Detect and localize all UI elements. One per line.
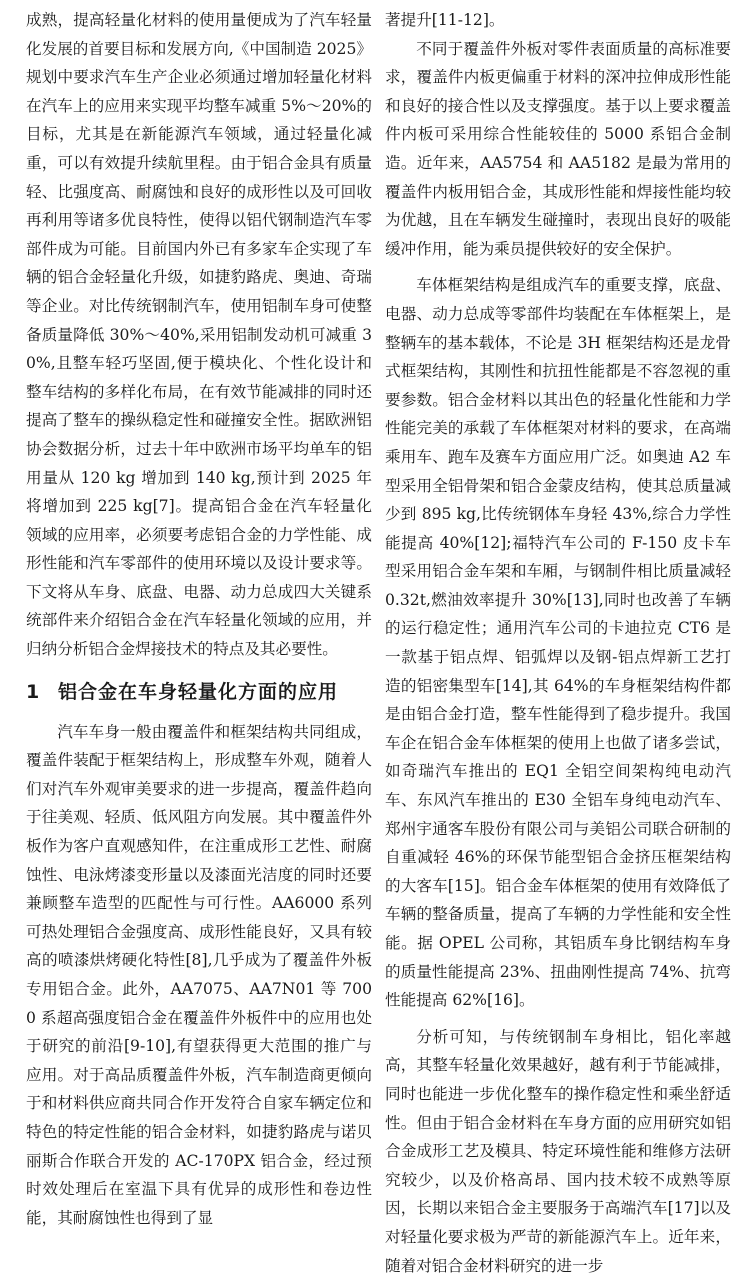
body-paragraph: 不同于覆盖件外板对零件表面质量的高标准要求，覆盖件内板更偏重于材料的深冲拉伸成形性能和良好的接合性以及支撑强度。基于以上要求覆盖件内板可采用综合性能较佳的 5000 系铝合金制造。近年来，AA5754 和 AA5182 是最为常用的覆盖件内板用铝合金，其成形性能和焊接性能均较为优越，且在车辆发生碰撞时，表现出良好的吸能缓冲作用，能为乘员提供较好的安全保护。 [385, 39, 731, 258]
body-paragraph: 车体框架结构是组成汽车的重要支撑，底盘、电器、动力总成等零部件均装配在车体框架上，是整辆车的基本载体，不论是 3H 框架结构还是龙骨式框架结构，其刚性和抗扭性能都是不容忽视的重要参数。铝合金材料以其出色的轻量化性能和力学性能完美的承载了车体框架对材料的要求，在高端乘用车、跑车及赛车方面应用广泛。如奥迪 A2 车型采用全铝骨架和铝合金蒙皮结构，使其总质量减少到 895 kg,比传统钢体车身轻 43%,综合力学性能提高 40%[12];福特汽车公司的 F-150 皮卡车型采用铝合金车架和车厢，与钢制件相比质量减轻 0.32t,燃油效率提升 30%[13],同时也改善了车辆的运行稳定性；通用汽车公司的卡迪拉克 CT6 是一款基于铝点焊、铝弧焊以及钢-铝点焊新工艺打造的铝密集型车[14],其 64%的车身框架结构件都是由铝合金打造，整车性能得到了稳步提升。我国车企在铝合金车体框架的使用上也做了诸多尝试，如奇瑞汽车推出的 EQ1 全铝空间架构纯电动汽车、东风汽车推出的 E30 全铝车身纯电动汽车、郑州宇通客车股份有限公司与美铝公司联合研制的自重减轻 46%的环保节能型铝合金挤压框架结构的大客车[15]。铝合金车体框架的使用有效降低了车辆的整备质量，提高了车辆的力学性能和安全性能。据 OPEL 公司称，其铝质车身比钢结构车身的质量性能提高 23%、扭曲刚性提高 74%、抗弯性能提高 62%[16]。 [385, 276, 731, 1010]
section-heading [26, 678, 372, 706]
right-column [385, 6, 731, 1280]
body-paragraph: 汽车车身一般由覆盖件和框架结构共同组成，覆盖件装配于框架结构上，形成整车外观，随着人们对汽车外观审美要求的进一步提高，覆盖件趋向于往美观、轻质、低风阻方向发展。其中覆盖件外板作为客户直观感知件，在注重成形工艺性、耐腐蚀性、电泳烤漆变形量以及漆面光洁度的同时还要兼顾整车造型的匹配性与可行性。AA6000 系列可热处理铝合金强度高、成形性能良好，又具有较高的喷漆烘烤硬化特性[8],几乎成为了覆盖件外板专用铝合金。此外，AA7075、AA7N01 等 7000 系超高强度铝合金在覆盖件外板件中的应用也处于研究的前沿[9-10],有望获得更大范围的推广与应用。对于高品质覆盖件外板，汽车制造商更倾向于和材料供应商共同合作开发符合自家车辆定位和特色的特定性能的铝合金材料，如捷豹路虎与诺贝丽斯合作联合开发的 AC-170PX 铝合金，经过预时效处理后在室温下具有优异的成形性和卷边性能，其耐腐蚀性也得到了显 [26, 722, 372, 1227]
left-column [26, 6, 372, 1232]
body-paragraph: 成熟，提高轻量化材料的使用量便成为了汽车轻量化发展的首要目标和发展方向,《中国制造 2025》规划中要求汽车生产企业必须通过增加轻量化材料在汽车上的应用来实现平均整车减重 5%～20%的目标，尤其是在新能源汽车领域，通过轻量化减重，可以有效提升续航里程。由于铝合金具有质量轻、比强度高、耐腐蚀和良好的成形性以及可回收再利用等诸多优良特性，使得以铝代钢制造汽车零部件成为可能。目前国内外已有多家车企实现了车辆的铝合金轻量化升级，如捷豹路虎、奥迪、奇瑞等企业。对比传统钢制汽车，使用铝制车身可使整备质量降低 30%～40%,采用铝制发动机可减重 30%,且整车轻巧坚固,便于模块化、个性化设计和整车结构的多样化布局，在有效节能减排的同时还提高了整车的操纵稳定性和碰撞安全性。据欧洲铝协会数据分析，过去十年中欧洲市场平均单车的铝用量从 120 kg 增加到 140 kg,预计到 2025 年将增加到 225 kg[7]。提高铝合金在汽车轻量化领域的应用率，必须要考虑铝合金的力学性能、成形性能和汽车零部件的使用环境以及设计要求等。下文将从车身、底盘、电器、动力总成四大关键系统部件来介绍铝合金在汽车轻量化领域的应用，并归纳分析铝合金焊接技术的特点及其必要性。 [26, 11, 372, 659]
body-paragraph: 分析可知，与传统钢制车身相比，铝化率越高，其整车轻量化效果越好，越有利于节能减排，同时也能进一步优化整车的操作稳定性和乘坐舒适性。但由于铝合金材料在车身方面的应用研究如铝合金成形工艺及模具、特定环境性能和维修方法研究较少，以及价格高昂、国内技术较不成熟等原因，长期以来铝合金主要服务于高端汽车[17]以及对轻量化要求极为严苛的新能源汽车上。近年来，随着对铝合金材料研究的进一步 [385, 1027, 731, 1275]
section-title: 铝合金在车身轻量化方面的应用 [58, 680, 339, 703]
section-number: 1 [26, 680, 41, 703]
body-paragraph: 著提升[11-12]。 [385, 11, 505, 29]
